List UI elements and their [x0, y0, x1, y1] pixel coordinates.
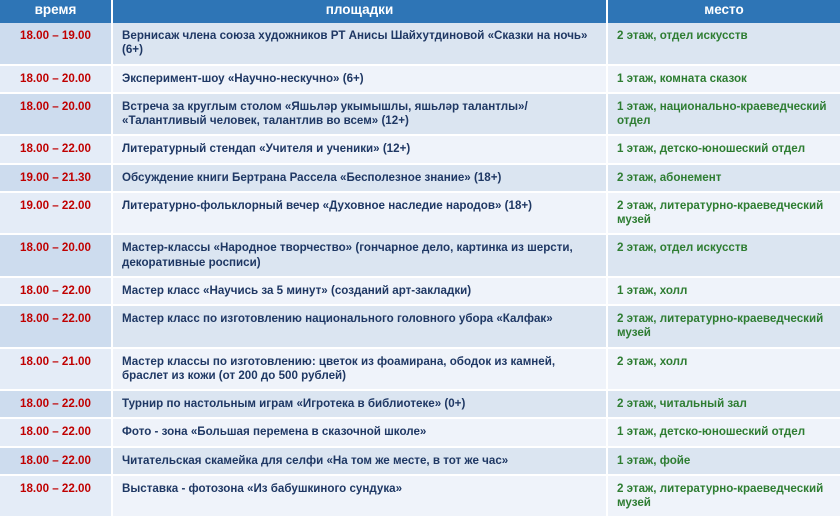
cell-time: 18.00 – 22.00	[0, 475, 112, 518]
cell-place: 2 этаж, отдел искусств	[607, 23, 840, 65]
cell-place: 2 этаж, литературно-краеведческий музей	[607, 192, 840, 235]
cell-venue: Эксперимент-шоу «Научно-нескучно» (6+)	[112, 65, 607, 93]
cell-venue: Мастер класс «Научись за 5 минут» (созданий арт-закладки)	[112, 277, 607, 305]
table-row	[0, 390, 840, 418]
table-row	[0, 348, 840, 391]
cell-place: 1 этаж, холл	[607, 277, 840, 305]
table-row	[0, 475, 840, 518]
table-row	[0, 418, 840, 446]
cell-place: 1 этаж, фойе	[607, 447, 840, 475]
cell-place: 1 этаж, национально-краеведческий отдел	[607, 93, 840, 136]
table-row	[0, 305, 840, 348]
cell-time: 19.00 – 21.30	[0, 164, 112, 192]
cell-time: 18.00 – 22.00	[0, 135, 112, 163]
cell-venue: Читательская скамейка для селфи «На том же месте, в тот же час»	[112, 447, 607, 475]
cell-time: 18.00 – 19.00	[0, 23, 112, 65]
table-row	[0, 65, 840, 93]
cell-venue: Встреча за круглым столом «Яшьләр укымышлы, яшьләр талантлы»/ «Талантливый человек, талантлив во всем» (12+)	[112, 93, 607, 136]
table-row	[0, 23, 840, 65]
table-body	[0, 23, 840, 517]
cell-time: 18.00 – 22.00	[0, 418, 112, 446]
cell-time: 18.00 – 22.00	[0, 305, 112, 348]
table-row	[0, 135, 840, 163]
cell-venue: Мастер класс по изготовлению национального головного убора «Калфак»	[112, 305, 607, 348]
cell-time: 18.00 – 21.00	[0, 348, 112, 391]
cell-place: 2 этаж, отдел искусств	[607, 234, 840, 277]
table-row	[0, 93, 840, 136]
cell-place: 2 этаж, абонемент	[607, 164, 840, 192]
table-row	[0, 447, 840, 475]
cell-place: 1 этаж, детско-юношеский отдел	[607, 135, 840, 163]
table-row	[0, 234, 840, 277]
table-row	[0, 192, 840, 235]
cell-time: 18.00 – 22.00	[0, 390, 112, 418]
column-header-place: место	[607, 0, 840, 23]
cell-venue: Мастер классы по изготовлению: цветок из фоамирана, ободок из камней, браслет из кожи (от 200 до 500 рублей)	[112, 348, 607, 391]
cell-venue: Турнир по настольным играм «Игротека в библиотеке» (0+)	[112, 390, 607, 418]
cell-venue: Выставка - фотозона «Из бабушкиного сундука»	[112, 475, 607, 518]
cell-time: 18.00 – 20.00	[0, 93, 112, 136]
cell-venue: Литературно-фольклорный вечер «Духовное наследие народов» (18+)	[112, 192, 607, 235]
cell-place: 2 этаж, холл	[607, 348, 840, 391]
table-header-row	[0, 0, 840, 23]
cell-venue: Фото - зона «Большая перемена в сказочной школе»	[112, 418, 607, 446]
cell-venue: Мастер-классы «Народное творчество» (гончарное дело, картинка из шерсти, декоративные росписи)	[112, 234, 607, 277]
cell-place: 2 этаж, литературно-краеведческий музей	[607, 305, 840, 348]
table-header	[0, 0, 840, 23]
cell-venue: Литературный стендап «Учителя и ученики» (12+)	[112, 135, 607, 163]
cell-time: 18.00 – 20.00	[0, 234, 112, 277]
cell-time: 18.00 – 22.00	[0, 277, 112, 305]
table-row	[0, 277, 840, 305]
cell-place: 1 этаж, комната сказок	[607, 65, 840, 93]
cell-time: 18.00 – 22.00	[0, 447, 112, 475]
table-row	[0, 164, 840, 192]
column-header-venue: площадки	[112, 0, 607, 23]
cell-venue: Вернисаж члена союза художников РТ Анисы Шайхутдиновой «Сказки на ночь» (6+)	[112, 23, 607, 65]
cell-place: 2 этаж, читальный зал	[607, 390, 840, 418]
cell-time: 18.00 – 20.00	[0, 65, 112, 93]
cell-venue: Обсуждение книги Бертрана Рассела «Бесполезное знание» (18+)	[112, 164, 607, 192]
cell-place: 2 этаж, литературно-краеведческий музей	[607, 475, 840, 518]
column-header-time: время	[0, 0, 112, 23]
cell-time: 19.00 – 22.00	[0, 192, 112, 235]
cell-place: 1 этаж, детско-юношеский отдел	[607, 418, 840, 446]
